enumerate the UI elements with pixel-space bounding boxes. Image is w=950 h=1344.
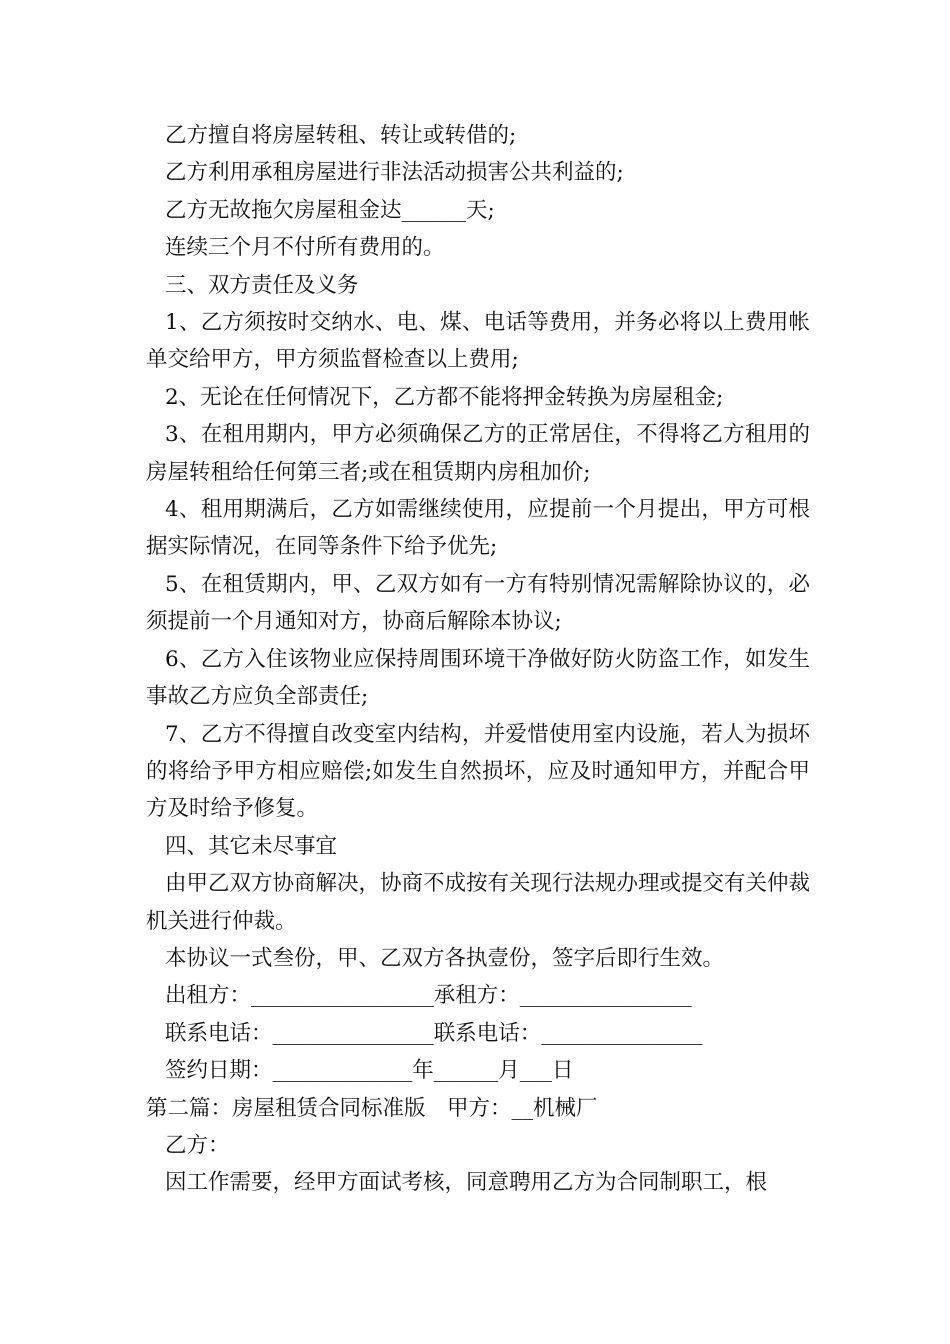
paragraph: 连续三个月不付所有费用的。	[165, 235, 445, 261]
paragraph: 5、在租赁期内，甲、乙双方如有一方有特别情况需解除协议的，必须提前一个月通知对方，协商后解除本协议;	[146, 571, 810, 635]
paragraph: 6、乙方入住该物业应保持周围环境干净做好防火防盗工作，如发生事故乙方应负全部责任;	[146, 646, 810, 710]
document-page	[146, 117, 810, 1202]
paragraph: 因工作需要，经甲方面试考核，同意聘用乙方为合同制职工，根	[165, 1170, 768, 1196]
paragraph: 签约日期：_____________年______月___日	[165, 1058, 574, 1084]
paragraph: 本协议一式叁份，甲、乙双方各执壹份，签字后即行生效。	[165, 945, 725, 971]
section-heading: 第二篇：房屋租赁合同标准版 甲方：__机械厂	[146, 1095, 598, 1121]
paragraph: 乙方无故拖欠房屋租金达______天;	[165, 197, 495, 223]
paragraph: 联系电话：_______________联系电话：_______________	[165, 1020, 703, 1046]
paragraph: 四、其它未尽事宜	[165, 833, 338, 859]
paragraph: 乙方利用承租房屋进行非法活动损害公共利益的;	[165, 160, 624, 186]
paragraph: 3、在租用期内，甲方必须确保乙方的正常居住，不得将乙方租用的房屋转租给任何第三者;或在租赁期内房租加价;	[146, 422, 810, 485]
paragraph: 2、无论在任何情况下，乙方都不能将押金转换为房屋租金;	[165, 384, 724, 410]
paragraph: 7、乙方不得擅自改变室内结构，并爱惜使用室内设施，若人为损坏的将给予甲方相应赔偿;如发生自然损坏，应及时通知甲方，并配合甲方及时给予修复。	[146, 721, 810, 822]
paragraph: 乙方擅自将房屋转租、转让或转借的;	[165, 123, 517, 148]
paragraph: 4、租用期满后，乙方如需继续使用，应提前一个月提出，甲方可根据实际情况，在同等条件下给予优先;	[146, 497, 810, 560]
paragraph: 1、乙方须按时交纳水、电、煤、电话等费用，并务必将以上费用帐单交给甲方，甲方须监督检查以上费用;	[146, 310, 810, 373]
paragraph: 三、双方责任及义务	[165, 272, 359, 298]
paragraph: 乙方：	[165, 1132, 230, 1158]
paragraph: 出租方：_________________承租方：________________	[165, 983, 692, 1009]
paragraph: 由甲乙双方协商解决，协商不成按有关现行法规办理或提交有关仲裁机关进行仲裁。	[146, 871, 811, 934]
